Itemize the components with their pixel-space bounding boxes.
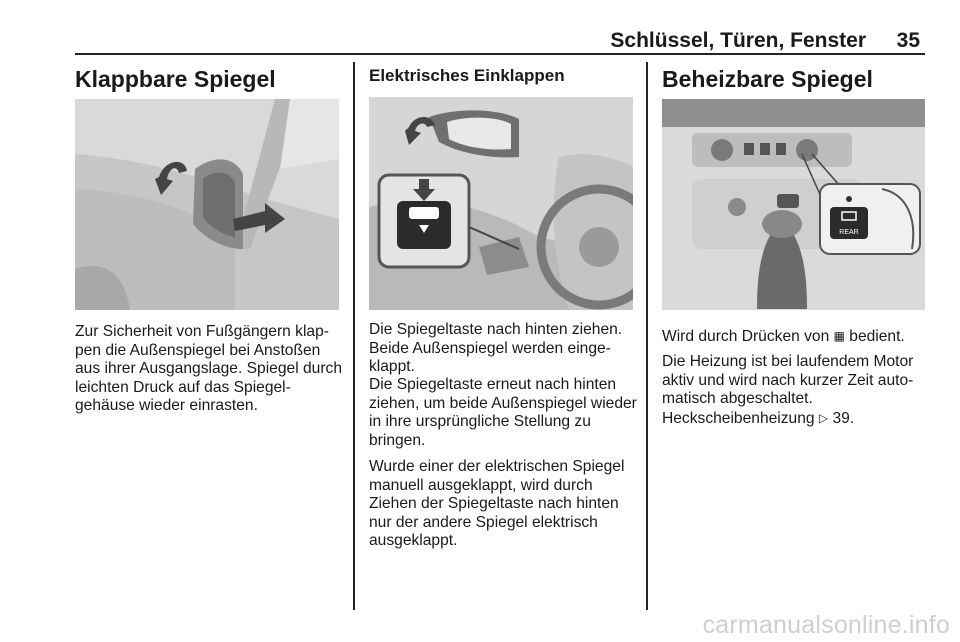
header-title: Schlüssel, Türen, Fenster bbox=[610, 29, 866, 52]
page-number: 35 bbox=[896, 29, 920, 52]
rear-button-label: REAR bbox=[839, 229, 859, 236]
paragraph-col2-2: Die Spiegeltaste erneut nach hinten ziehen, um beide Außenspiegel wieder in ihre ursprüngliche Stellung zu bringen. bbox=[369, 376, 637, 449]
cross-reference-text: Heckscheibenheizung bbox=[662, 410, 819, 427]
column-divider-1 bbox=[353, 62, 355, 610]
paragraph-col3-3 bbox=[662, 409, 927, 429]
cross-reference-page[interactable]: 39. bbox=[832, 410, 855, 427]
section-title-klappbare-spiegel: Klappbare Spiegel bbox=[75, 66, 276, 92]
fold-mirror-illustration bbox=[75, 99, 339, 310]
heated-mirror-button-illustration bbox=[662, 99, 925, 310]
column-divider-2 bbox=[646, 62, 648, 610]
section-title-beheizbare-spiegel: Beheizbare Spiegel bbox=[662, 66, 873, 92]
mirror-fold-switch-illustration bbox=[369, 97, 633, 310]
paragraph-col2-3: Wurde einer der elektrischen Spiegel manuell ausgeklappt, wird durch Ziehen der Spiegeltaste nach hinten nur der andere Spiegel elektrisch ausgeklappt. bbox=[369, 458, 625, 550]
paragraph-col1-1: Zur Sicherheit von Fußgängern klappen die Außenspiegel bei Anstoßen aus ihrer Ausgangslage. Spiegel durch leichten Druck auf das Spiegelgehäuse wieder einrasten. bbox=[75, 323, 343, 415]
paragraph-col2-1: Die Spiegeltaste nach hinten ziehen. Beide Außenspiegel werden eingeklappt. bbox=[369, 321, 623, 376]
paragraph-col3-1 bbox=[662, 327, 927, 347]
header-rule bbox=[75, 53, 925, 55]
paragraph-col3-2: Die Heizung ist bei laufendem Motor aktiv und wird nach kurzer Zeit automatisch abgeschaltet. bbox=[662, 353, 914, 408]
section-title-elektrisches-einklappen: Elektrisches Einklappen bbox=[369, 66, 565, 85]
watermark: carmanualsonline.info bbox=[702, 611, 950, 639]
paragraph-col3-1-before: Wird durch Drücken von bbox=[662, 328, 834, 345]
page-reference-icon: ▷ bbox=[818, 411, 829, 425]
paragraph-col3-1-after: bedient. bbox=[844, 328, 905, 345]
rear-window-heat-icon: ▦ bbox=[833, 329, 845, 343]
